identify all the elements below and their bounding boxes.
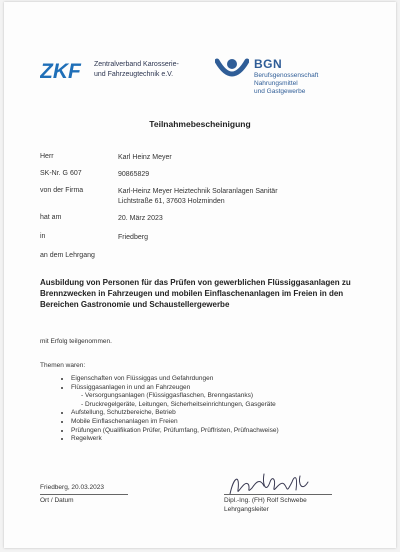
signature-line [224,494,332,495]
place-date-line [40,494,128,495]
handwritten-signature [226,470,316,500]
date-value: 20. März 2023 [118,215,163,222]
bgn-logo-icon [215,57,249,83]
signer-name: Dipl.-Ing. (FH) Rolf Schwebe [224,497,307,504]
topic-subitem: - Versorgungsanlagen (Flüssiggasflaschen, Brenngastanks) [81,392,391,401]
topic-item-label: Flüssiggasanlagen in und an Fahrzeugen [71,383,191,391]
certificate-page [4,2,396,548]
course-title: Ausbildung von Personen für das Prüfen von gewerblichen Flüssiggasanlagen zu Brennzwecken in Fahrzeugen und mobilen Einflaschenanlagen im Freien in den Bereichen Gastronomie und Schaustellergewerbe [40,278,351,309]
topic-subitem: - Druckregelgeräte, Leitungen, Sicherheitseinrichtungen, Gasgeräte [81,401,391,410]
topics-intro: Themen waren: [40,362,86,369]
topic-item: • Prüfungen (Qualifikation Prüfer, Prüfumfang, Prüffristen, Prüfnachweise) [71,427,391,436]
bgn-name: BGN [254,57,283,71]
date-label: hat am [40,214,62,221]
location-label: in [40,233,46,240]
topic-item: • Regelwerk [71,435,391,444]
certificate-title: Teilnahmebescheinigung [149,119,251,129]
sk-number-label: SK-Nr. G 607 [40,170,82,177]
topic-item: • Aufstellung, Schutzbereiche, Betrieb [71,409,391,418]
bgn-sub-line3: und Gastgewerbe [254,88,306,95]
place-date-caption: Ort / Datum [40,497,74,504]
firma-value-line2: Lichtstraße 61, 37603 Holzminden [118,197,225,205]
bgn-sub-line1: Berufsgenossenschaft [254,72,319,79]
topic-item: • Eigenschaften von Flüssiggas und Gefahrdungen [71,375,391,384]
lehrgang-label: an dem Lehrgang [40,252,95,259]
topic-sublist [71,392,391,409]
participant-name: Karl Heinz Meyer [118,154,172,161]
topic-item: • Mobile Einflaschenanlagen im Freien [71,418,391,427]
firma-value-line1: Karl-Heinz Meyer Heiztechnik Solaranlagen Sanitär [118,188,278,195]
herr-label: Herr [40,153,54,160]
firma-value [118,187,378,206]
svg-text:ZKF: ZKF [40,60,81,80]
zkf-name-line2: und Fahrzeugtechnik e.V. [94,71,174,78]
zkf-logo [40,60,86,80]
sk-number-value: 90865829 [118,171,150,178]
topic-item [71,384,391,410]
zkf-organization-name [94,60,179,80]
location-value: Friedberg [118,234,148,241]
firma-label: von der Firma [40,187,84,194]
zkf-name-line1: Zentralverband Karosserie- [94,61,179,68]
bgn-sub-line2: Nahrungsmittel [254,80,298,87]
place-date-value: Friedberg, 20.03.2023 [40,484,104,491]
success-text: mit Erfolg teilgenommen. [40,338,112,345]
signer-role: Lehrgangsleiter [224,506,269,513]
topics-list [61,375,391,444]
bgn-subtitle [254,72,318,96]
